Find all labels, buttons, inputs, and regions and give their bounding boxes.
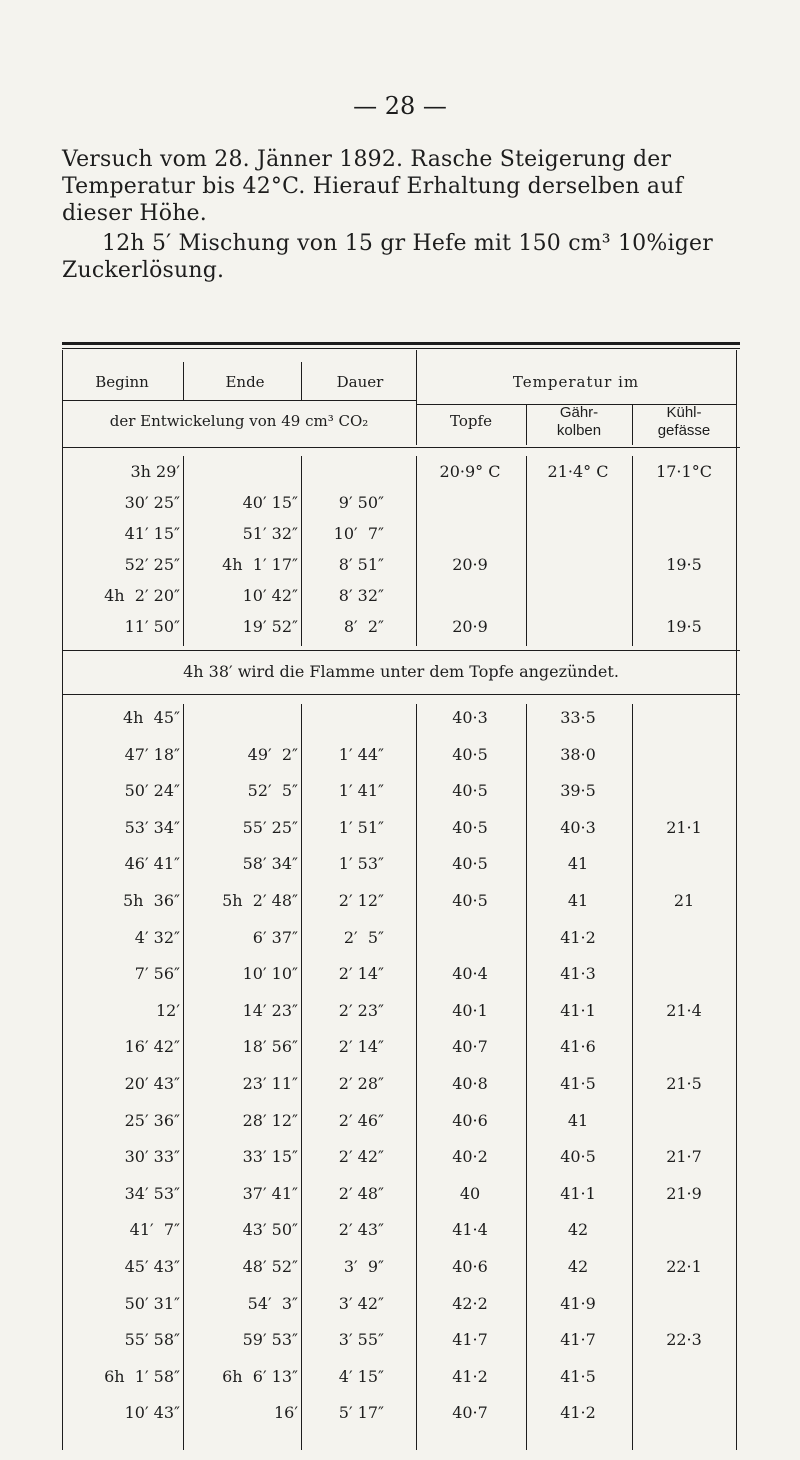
column-divider: [301, 704, 302, 1450]
cell-beginn: 25′ 36″: [124, 1110, 180, 1130]
cell-dauer: 1′ 41″: [338, 781, 384, 801]
cell-kuehl: 17·1°C: [656, 462, 712, 481]
header-topfe: Topfe: [450, 412, 492, 430]
cell-dauer: 2′ 14″: [338, 1037, 384, 1057]
cell-ende: 16′: [274, 1403, 298, 1423]
cell-ende: 48′ 52″: [242, 1257, 298, 1276]
cell-gaehr: 41·3: [560, 964, 596, 984]
cell-dauer: 1′ 51″: [338, 817, 384, 837]
cell-beginn: 3h 29′: [130, 462, 180, 481]
cell-beginn: 11′ 50″: [124, 617, 180, 636]
cell-kuehl: 21·7: [666, 1147, 702, 1167]
cell-topfe: 42·2: [452, 1293, 488, 1313]
cell-ende: 54′ 3″: [247, 1293, 298, 1313]
cell-gaehr: 39·5: [560, 781, 596, 801]
cell-beginn: 45′ 43″: [124, 1257, 180, 1276]
cell-gaehr: 33·5: [560, 708, 596, 727]
cell-ende: 52′ 5″: [247, 781, 298, 801]
cell-kuehl: 19·5: [666, 555, 702, 574]
cell-topfe: 40·5: [452, 854, 488, 874]
cell-topfe: 40·6: [452, 1257, 488, 1276]
cell-ende: 49′ 2″: [247, 744, 298, 764]
flame-note: 4h 38′ wird die Flamme unter dem Topfe angezündet.: [183, 662, 619, 681]
cell-dauer: 5′ 17″: [338, 1403, 384, 1423]
cell-kuehl: 21·9: [666, 1183, 702, 1203]
cell-topfe: 40·4: [452, 964, 488, 984]
cell-kuehl: 22·3: [666, 1330, 702, 1350]
cell-topfe: 41·7: [452, 1330, 488, 1350]
cell-topfe: 40·5: [452, 781, 488, 801]
cell-topfe: 40·8: [452, 1074, 488, 1093]
cell-ende: 4h 1′ 17″: [222, 555, 298, 574]
cell-beginn: 41′ 15″: [124, 524, 180, 543]
cell-ende: 18′ 56″: [242, 1037, 298, 1057]
header-divider: [416, 350, 417, 445]
cell-dauer: 8′ 51″: [338, 555, 384, 574]
cell-ende: 28′ 12″: [242, 1110, 298, 1130]
cell-beginn: 5h 36″: [123, 891, 180, 910]
cell-ende: 10′ 10″: [242, 964, 298, 984]
cell-beginn: 50′ 31″: [124, 1293, 180, 1313]
cell-topfe: 20·9° C: [439, 462, 501, 481]
cell-dauer: 2′ 14″: [338, 964, 384, 984]
cell-kuehl: 19·5: [666, 617, 702, 636]
cell-dauer: 2′ 46″: [338, 1110, 384, 1130]
column-divider: [183, 456, 184, 646]
cell-topfe: 40·3: [452, 708, 488, 727]
header-kuehl-1: Kühl-: [666, 404, 702, 421]
cell-ende: 14′ 23″: [242, 1000, 298, 1020]
cell-topfe: 41·4: [452, 1220, 488, 1240]
cell-kuehl: 21·4: [666, 1000, 702, 1020]
cell-beginn: 52′ 25″: [124, 555, 180, 574]
cell-gaehr: 42: [567, 1257, 589, 1276]
column-divider: [183, 704, 184, 1450]
cell-dauer: 8′ 2″: [343, 617, 384, 636]
header-gaehr-2: kolben: [556, 422, 602, 439]
cell-gaehr: 40·3: [560, 817, 596, 837]
cell-gaehr: 41·7: [560, 1330, 596, 1350]
cell-ende: 6′ 37″: [252, 927, 298, 947]
cell-topfe: 41·2: [452, 1366, 488, 1386]
cell-dauer: 9′ 50″: [338, 493, 384, 512]
cell-ende: 58′ 34″: [242, 854, 298, 874]
cell-dauer: 2′ 5″: [343, 927, 384, 947]
cell-topfe: 20·9: [452, 555, 488, 574]
mixture-paragraph: 12h 5′ Mischung von 15 gr Hefe mit 150 cm³ 10%iger Zuckerlösung.: [62, 231, 713, 283]
cell-gaehr: 41: [567, 854, 589, 874]
cell-dauer: 4′ 15″: [338, 1366, 384, 1386]
cell-kuehl: 22·1: [666, 1257, 702, 1276]
cell-dauer: 2′ 12″: [338, 891, 384, 910]
cell-gaehr: 21·4° C: [547, 462, 609, 481]
cell-ende: 51′ 32″: [242, 524, 298, 543]
cell-ende: 55′ 25″: [242, 817, 298, 837]
cell-dauer: 8′ 32″: [338, 586, 384, 605]
cell-beginn: 4′ 32″: [134, 927, 180, 947]
cell-ende: 40′ 15″: [242, 493, 298, 512]
cell-dauer: 2′ 43″: [338, 1220, 384, 1240]
header-entwicklung: der Entwickelung von 49 cm³ CO₂: [109, 412, 369, 430]
header-gaehr-1: Gähr-: [559, 404, 599, 421]
cell-ende: 10′ 42″: [242, 586, 298, 605]
cell-ende: 33′ 15″: [242, 1147, 298, 1167]
cell-beginn: 12′: [156, 1000, 180, 1020]
block-rule: [62, 650, 740, 651]
cell-kuehl: 21: [673, 891, 695, 910]
header-beginn: Beginn: [95, 373, 149, 391]
cell-topfe: 40·5: [452, 744, 488, 764]
cell-beginn: 47′ 18″: [124, 744, 180, 764]
cell-beginn: 16′ 42″: [124, 1037, 180, 1057]
cell-beginn: 7′ 56″: [134, 964, 180, 984]
cell-topfe: 40·7: [452, 1037, 488, 1057]
cell-beginn: 4h 2′ 20″: [104, 586, 180, 605]
cell-topfe: 40·1: [452, 1000, 488, 1020]
cell-beginn: 20′ 43″: [124, 1074, 180, 1093]
cell-gaehr: 41·1: [560, 1000, 596, 1020]
cell-ende: 19′ 52″: [242, 617, 298, 636]
cell-gaehr: 41·5: [560, 1366, 596, 1386]
cell-topfe: 40·7: [452, 1403, 488, 1423]
cell-dauer: 2′ 23″: [338, 1000, 384, 1020]
cell-beginn: 53′ 34″: [124, 817, 180, 837]
cell-beginn: 10′ 43″: [124, 1403, 180, 1423]
cell-topfe: 40·5: [452, 817, 488, 837]
cell-dauer: 3′ 42″: [338, 1293, 384, 1313]
intro-paragraph: Versuch vom 28. Jänner 1892. Rasche Steigerung der Temperatur bis 42°C. Hierauf Erhaltung derselben auf dieser Höhe.: [62, 147, 683, 226]
header-temperatur: Temperatur im: [512, 373, 640, 391]
cell-ende: 5h 2′ 48″: [222, 891, 298, 910]
cell-dauer: 2′ 42″: [338, 1147, 384, 1167]
cell-gaehr: 41·5: [560, 1074, 596, 1093]
cell-beginn: 55′ 58″: [124, 1330, 180, 1350]
cell-dauer: 2′ 28″: [338, 1074, 384, 1093]
cell-ende: 6h 6′ 13″: [222, 1366, 298, 1386]
cell-topfe: 40·6: [452, 1110, 488, 1130]
header-divider: [301, 362, 302, 400]
cell-topfe: 40: [459, 1183, 481, 1203]
cell-gaehr: 41: [567, 891, 589, 910]
cell-dauer: 10′ 7″: [333, 524, 384, 543]
cell-gaehr: 41·9: [560, 1293, 596, 1313]
cell-kuehl: 21·1: [666, 817, 702, 837]
cell-gaehr: 42: [567, 1220, 589, 1240]
cell-ende: 23′ 11″: [242, 1074, 298, 1093]
cell-beginn: 6h 1′ 58″: [104, 1366, 180, 1386]
cell-beginn: 41′ 7″: [129, 1220, 180, 1240]
header-bottom-rule: [62, 447, 740, 448]
cell-topfe: 40·2: [452, 1147, 488, 1167]
cell-beginn: 50′ 24″: [124, 781, 180, 801]
cell-beginn: 30′ 25″: [124, 493, 180, 512]
column-divider: [526, 456, 527, 646]
cell-dauer: 1′ 53″: [338, 854, 384, 874]
header-divider: [183, 362, 184, 400]
cell-ende: 37′ 41″: [242, 1183, 298, 1203]
cell-beginn: 4h 45″: [123, 708, 180, 727]
cell-gaehr: 41: [567, 1110, 589, 1130]
table-top-rule-thin: [62, 348, 740, 349]
cell-gaehr: 41·2: [560, 927, 596, 947]
page-number: — 28 —: [353, 92, 447, 120]
header-dauer: Dauer: [336, 373, 384, 391]
cell-beginn: 34′ 53″: [124, 1183, 180, 1203]
cell-ende: 43′ 50″: [242, 1220, 298, 1240]
cell-beginn: 30′ 33″: [124, 1147, 180, 1167]
header-rule: [62, 400, 416, 401]
cell-dauer: 3′ 55″: [338, 1330, 384, 1350]
cell-ende: 59′ 53″: [242, 1330, 298, 1350]
cell-dauer: 1′ 44″: [338, 744, 384, 764]
column-divider: [301, 456, 302, 646]
cell-beginn: 46′ 41″: [124, 854, 180, 874]
cell-topfe: 40·5: [452, 891, 488, 910]
cell-gaehr: 38·0: [560, 744, 596, 764]
cell-dauer: 2′ 48″: [338, 1183, 384, 1203]
cell-kuehl: 21·5: [666, 1074, 702, 1093]
table-right-border: [736, 350, 737, 1450]
cell-gaehr: 41·1: [560, 1183, 596, 1203]
cell-gaehr: 40·5: [560, 1147, 596, 1167]
header-ende: Ende: [225, 373, 265, 391]
cell-dauer: 3′ 9″: [343, 1257, 384, 1276]
cell-topfe: 20·9: [452, 617, 488, 636]
cell-gaehr: 41·2: [560, 1403, 596, 1423]
block-rule: [62, 694, 740, 695]
cell-gaehr: 41·6: [560, 1037, 596, 1057]
table-top-rule: [62, 342, 740, 345]
header-kuehl-2: gefässe: [657, 422, 711, 439]
